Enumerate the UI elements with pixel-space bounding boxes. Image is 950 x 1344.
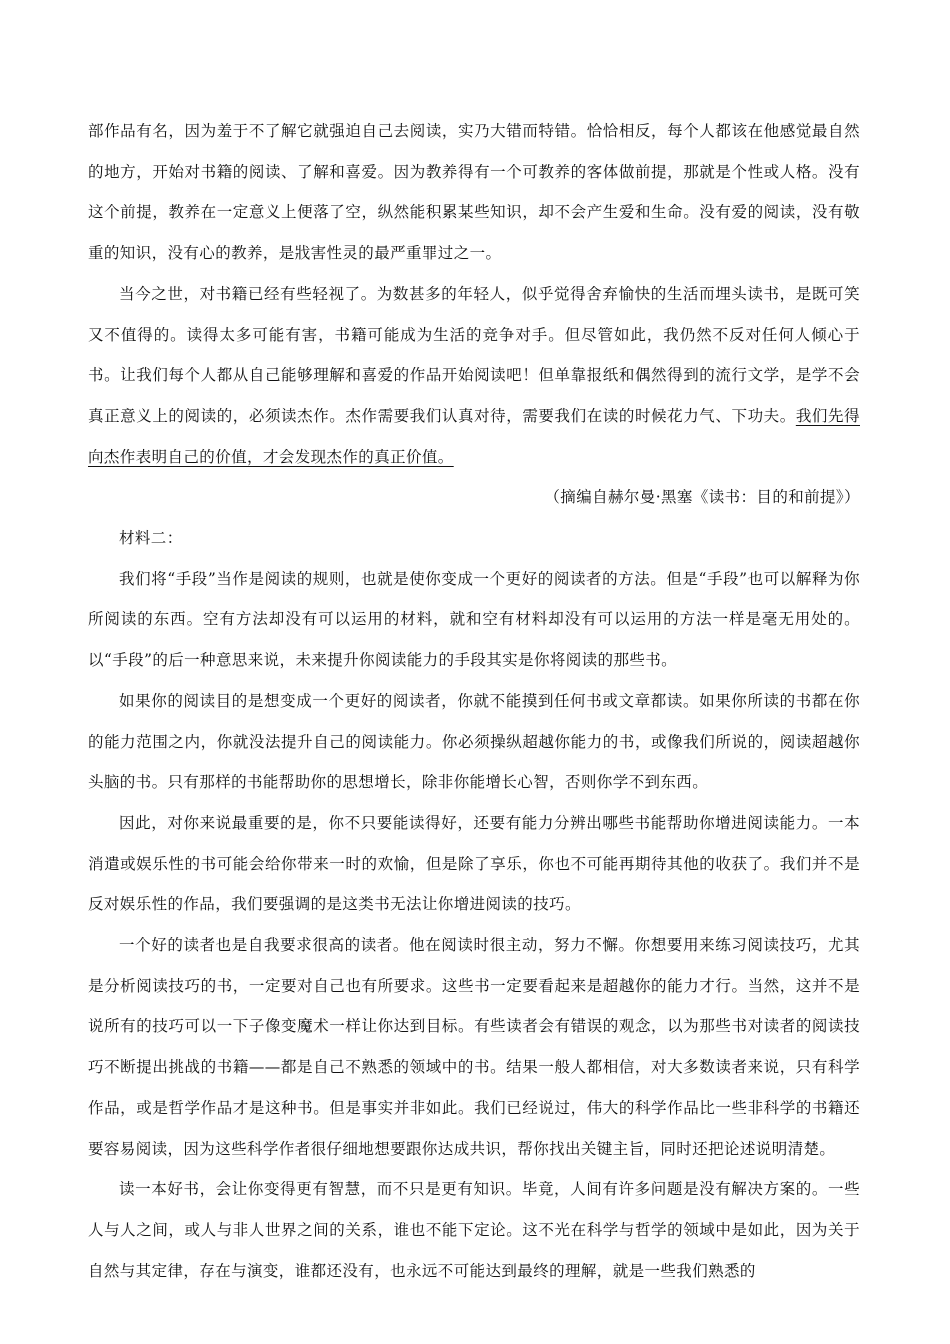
- underlined-sentence: 我们先得向杰作表明自己的价值，才会发现杰作的真正价值。: [88, 406, 860, 466]
- document-body: [88, 111, 860, 1291]
- paragraph-continued: 部作品有名，因为羞于不了解它就强迫自己去阅读，实乃大错而特错。恰恰相反，每个人都该在他感觉最自然的地方，开始对书籍的阅读、了解和喜爱。因为教养得有一个可教养的客体做前提，那就是个性或人格。没有这个前提，教养在一定意义上便落了空，纵然能积累某些知识，却不会产生爱和生命。没有爱的阅读，没有敬重的知识，没有心的教养，是戕害性灵的最严重罪过之一。: [88, 122, 860, 263]
- paragraph-importance: 因此，对你来说最重要的是，你不只要能读得好，还要有能力分辨出哪些书能帮助你增进阅读能力。一本消遣或娱乐性的书可能会给你带来一时的欢愉，但是除了享乐，你也不可能再期待其他的收获了。我们并不是反对娱乐性的作品，我们要强调的是这类书无法让你增进阅读的技巧。: [88, 813, 860, 914]
- paragraph-text: 当今之世，对书籍已经有些轻视了。为数甚多的年轻人，似乎觉得舍弃愉快的生活而埋头读书，是既可笑又不值得的。读得太多可能有害，书籍可能成为生活的竞争对手。但尽管如此，我仍然不反对任何人倾心于书。让我们每个人都从自己能够理解和喜爱的作品开始阅读吧！但单靠报纸和偶然得到的流行文学，是学不会真正意义上的阅读的，必须读杰作。杰作需要我们认真对待，需要我们在读的时候花力气、下功夫。: [88, 284, 860, 425]
- paragraph-good-reader: 一个好的读者也是自我要求很高的读者。他在阅读时很主动，努力不懈。你想要用来练习阅读技巧，尤其是分析阅读技巧的书，一定要对自己也有所要求。这些书一定要看起来是超越你的能力才行。当然，这并不是说所有的技巧可以一下子像变魔术一样让你达到目标。有些读者会有错误的观念，以为那些书对读者的阅读技巧不断提出挑战的书籍——都是自己不熟悉的领域中的书。结果一般人都相信，对大多数读者来说，只有科学作品，或是哲学作品才是这种书。但是事实并非如此。我们已经说过，伟大的科学作品比一些非科学的书籍还要容易阅读，因为这些科学作者很仔细地想要跟你达成共识，帮你找出关键主旨，同时还把论述说明清楚。: [88, 936, 860, 1158]
- section-heading-material-two: 材料二：: [119, 529, 183, 548]
- paragraph-means: 我们将“手段”当作是阅读的规则，也就是使你变成一个更好的阅读者的方法。但是“手段”也可以解释为你所阅读的东西。空有方法却没有可以运用的材料，就和空有材料却没有可以运用的方法一样是毫无用处的。以“手段”的后一种意思来说，未来提升你阅读能力的手段其实是你将阅读的那些书。: [88, 569, 860, 670]
- paragraph-wisdom: 读一本好书，会让你变得更有智慧，而不只是更有知识。毕竟，人间有许多问题是没有解决方案的。一些人与人之间，或人与非人世界之间的关系，谁也不能下定论。这不光在科学与哲学的领域中是如此，因为关于自然与其定律，存在与演变，谁都还没有，也永远不可能达到最终的理解，就是一些我们熟悉的: [88, 1180, 860, 1280]
- source-citation: （摘编自赫尔曼·黑塞《读书：目的和前提》）: [544, 488, 860, 507]
- paragraph-reading-goal: 如果你的阅读目的是想变成一个更好的阅读者，你就不能摸到任何书或文章都读。如果你所读的书都在你的能力范围之内，你就没法提升自己的阅读能力。你必须操纵超越你能力的书，或像我们所说的，阅读超越你头脑的书。只有那样的书能帮助你的思想增长，除非你能增长心智，否则你学不到东西。: [88, 691, 860, 792]
- paragraph-books-contempt: [88, 274, 860, 478]
